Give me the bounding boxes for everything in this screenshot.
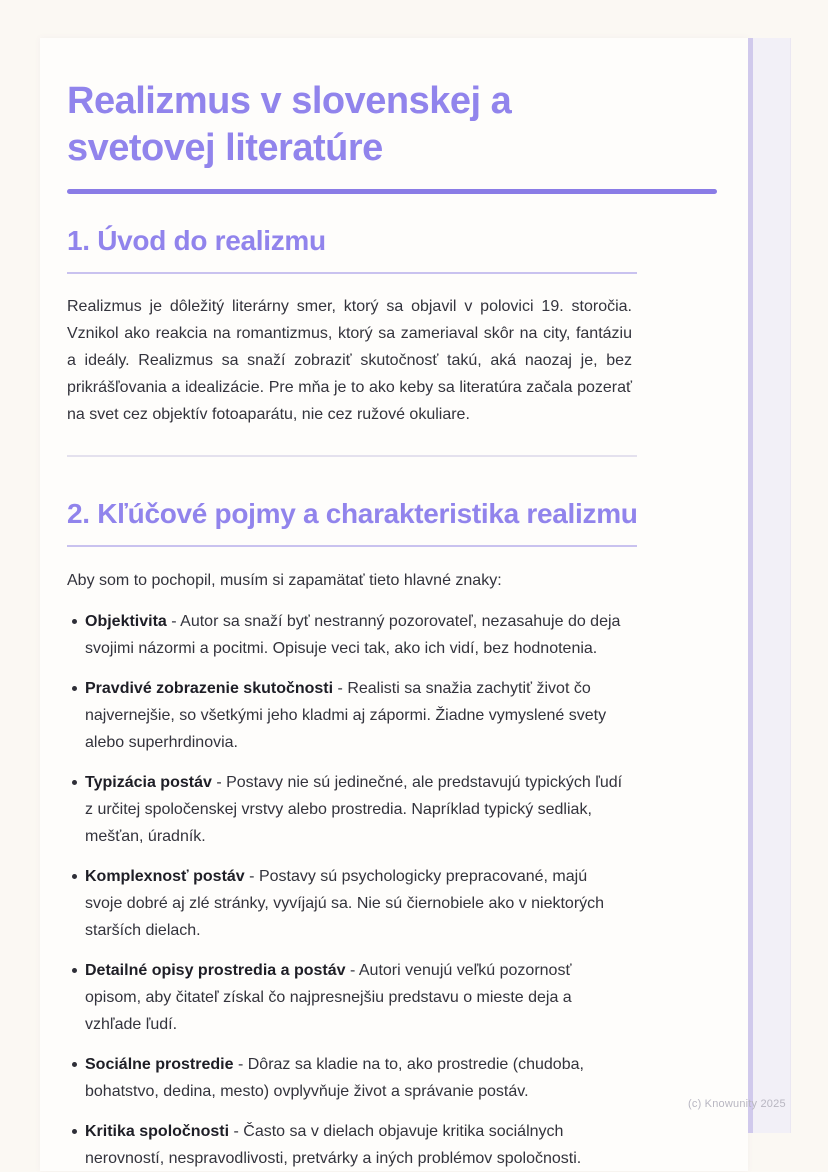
section-1-heading-underline <box>67 272 637 274</box>
list-item-pravdive-zobrazenie <box>67 675 627 756</box>
title-divider-rule <box>67 189 717 194</box>
term-separator: - <box>216 774 222 791</box>
term-description: Dôraz sa kladie na to, ako prostredie (chudoba, bohatstvo, dedina, mesto) ovplyvňuje život a správanie postáv. <box>85 1056 584 1100</box>
list-item-socialne-prostredie <box>67 1051 627 1105</box>
list-item-detailne-opisy <box>67 957 627 1038</box>
term-description: Postavy nie sú jedinečné, ale predstavujú typických ľudí z určitej spoločenskej vrstvy alebo prostredia. Napríklad typický sedliak, mešťan, úradník. <box>85 774 623 845</box>
term-separator: - <box>233 1123 239 1140</box>
section-uvod-do-realizmu <box>67 222 748 428</box>
bullet-dot <box>72 619 77 624</box>
section-1-paragraph: Realizmus je dôležitý literárny smer, ktorý sa objavil v polovici 19. storočia. Vznikol ako reakcia na romantizmus, ktorý sa zameriaval skôr na city, fantáziu a ideály. Realizmus sa snaží zobraziť skutočnosť takú, aká naozaj je, bez prikrášľovania a idealizácie. Pre mňa je to ako keby sa literatúra začala pozerať na svet cez objektív fotoaparátu, nie cez ružové okuliare. <box>67 298 632 423</box>
list-item-kritika-spolocnosti <box>67 1118 627 1172</box>
watermark: (c) Knowunity 2025 <box>688 1098 786 1110</box>
term-description: Realisti sa snažia zachytiť život čo najvernejšie, so všetkými jeho kladmi aj zápormi. Žiadne vymyslené svety alebo superhrdinovia. <box>85 680 607 751</box>
section-2-heading: 2. Kľúčové pojmy a charakteristika realizmu <box>67 498 638 529</box>
section-2-heading-underline <box>67 545 637 547</box>
term-description: Autor sa snaží byť nestranný pozorovateľ, nezasahuje do deja svojimi názormi a pocitmi. Opisuje veci tak, ako ich vidí, bez hodnotenia. <box>85 613 621 657</box>
term-separator: - <box>249 868 255 885</box>
term-description: Často sa v dielach objavuje kritika sociálnych nerovností, nespravodlivosti, pretvárky a iných problémov spoločnosti. <box>85 1123 582 1167</box>
page-title: Realizmus v slovenskej a svetovej literatúre <box>67 80 512 169</box>
bullet-dot <box>72 874 77 879</box>
term-label: Objektivita <box>85 613 167 630</box>
term-separator: - <box>349 962 356 979</box>
term-description: Autori venujú veľkú pozornosť opisom, aby čitateľ získal čo najpresnejšiu predstavu o mieste deja a vzhľade ľudí. <box>85 962 572 1033</box>
next-page-edge <box>748 38 791 1133</box>
bullet-dot <box>72 780 77 785</box>
bullet-dot <box>72 968 77 973</box>
list-item-objektivita <box>67 608 627 662</box>
section-divider <box>67 455 637 457</box>
bullet-dot <box>72 1062 77 1067</box>
term-separator: - <box>171 613 177 630</box>
section-klucove-pojmy <box>67 495 748 1172</box>
term-separator: - <box>237 1056 244 1073</box>
document-page <box>40 38 748 1171</box>
bullet-dot <box>72 1129 77 1134</box>
list-item-typizacia-postav <box>67 769 627 850</box>
characteristics-list <box>67 608 627 1172</box>
list-item-komplexnost-postav <box>67 863 627 944</box>
section-1-heading: 1. Úvod do realizmu <box>67 225 326 256</box>
term-label: Kritika spoločnosti <box>85 1123 230 1140</box>
term-label: Detailné opisy prostredia a postáv <box>85 962 346 979</box>
term-label: Komplexnosť postáv <box>85 868 245 885</box>
bullet-dot <box>72 686 77 691</box>
term-label: Sociálne prostredie <box>85 1056 234 1073</box>
term-label: Pravdivé zobrazenie skutočnosti <box>85 680 334 697</box>
term-description: Postavy sú psychologicky prepracované, majú svoje dobré aj zlé stránky, vyvíjajú sa. Nie sú čiernobiele ako v niektorých starších dielach. <box>85 868 605 939</box>
term-separator: - <box>337 680 343 697</box>
section-2-intro: Aby som to pochopil, musím si zapamätať tieto hlavné znaky: <box>67 572 502 589</box>
term-label: Typizácia postáv <box>85 774 212 791</box>
